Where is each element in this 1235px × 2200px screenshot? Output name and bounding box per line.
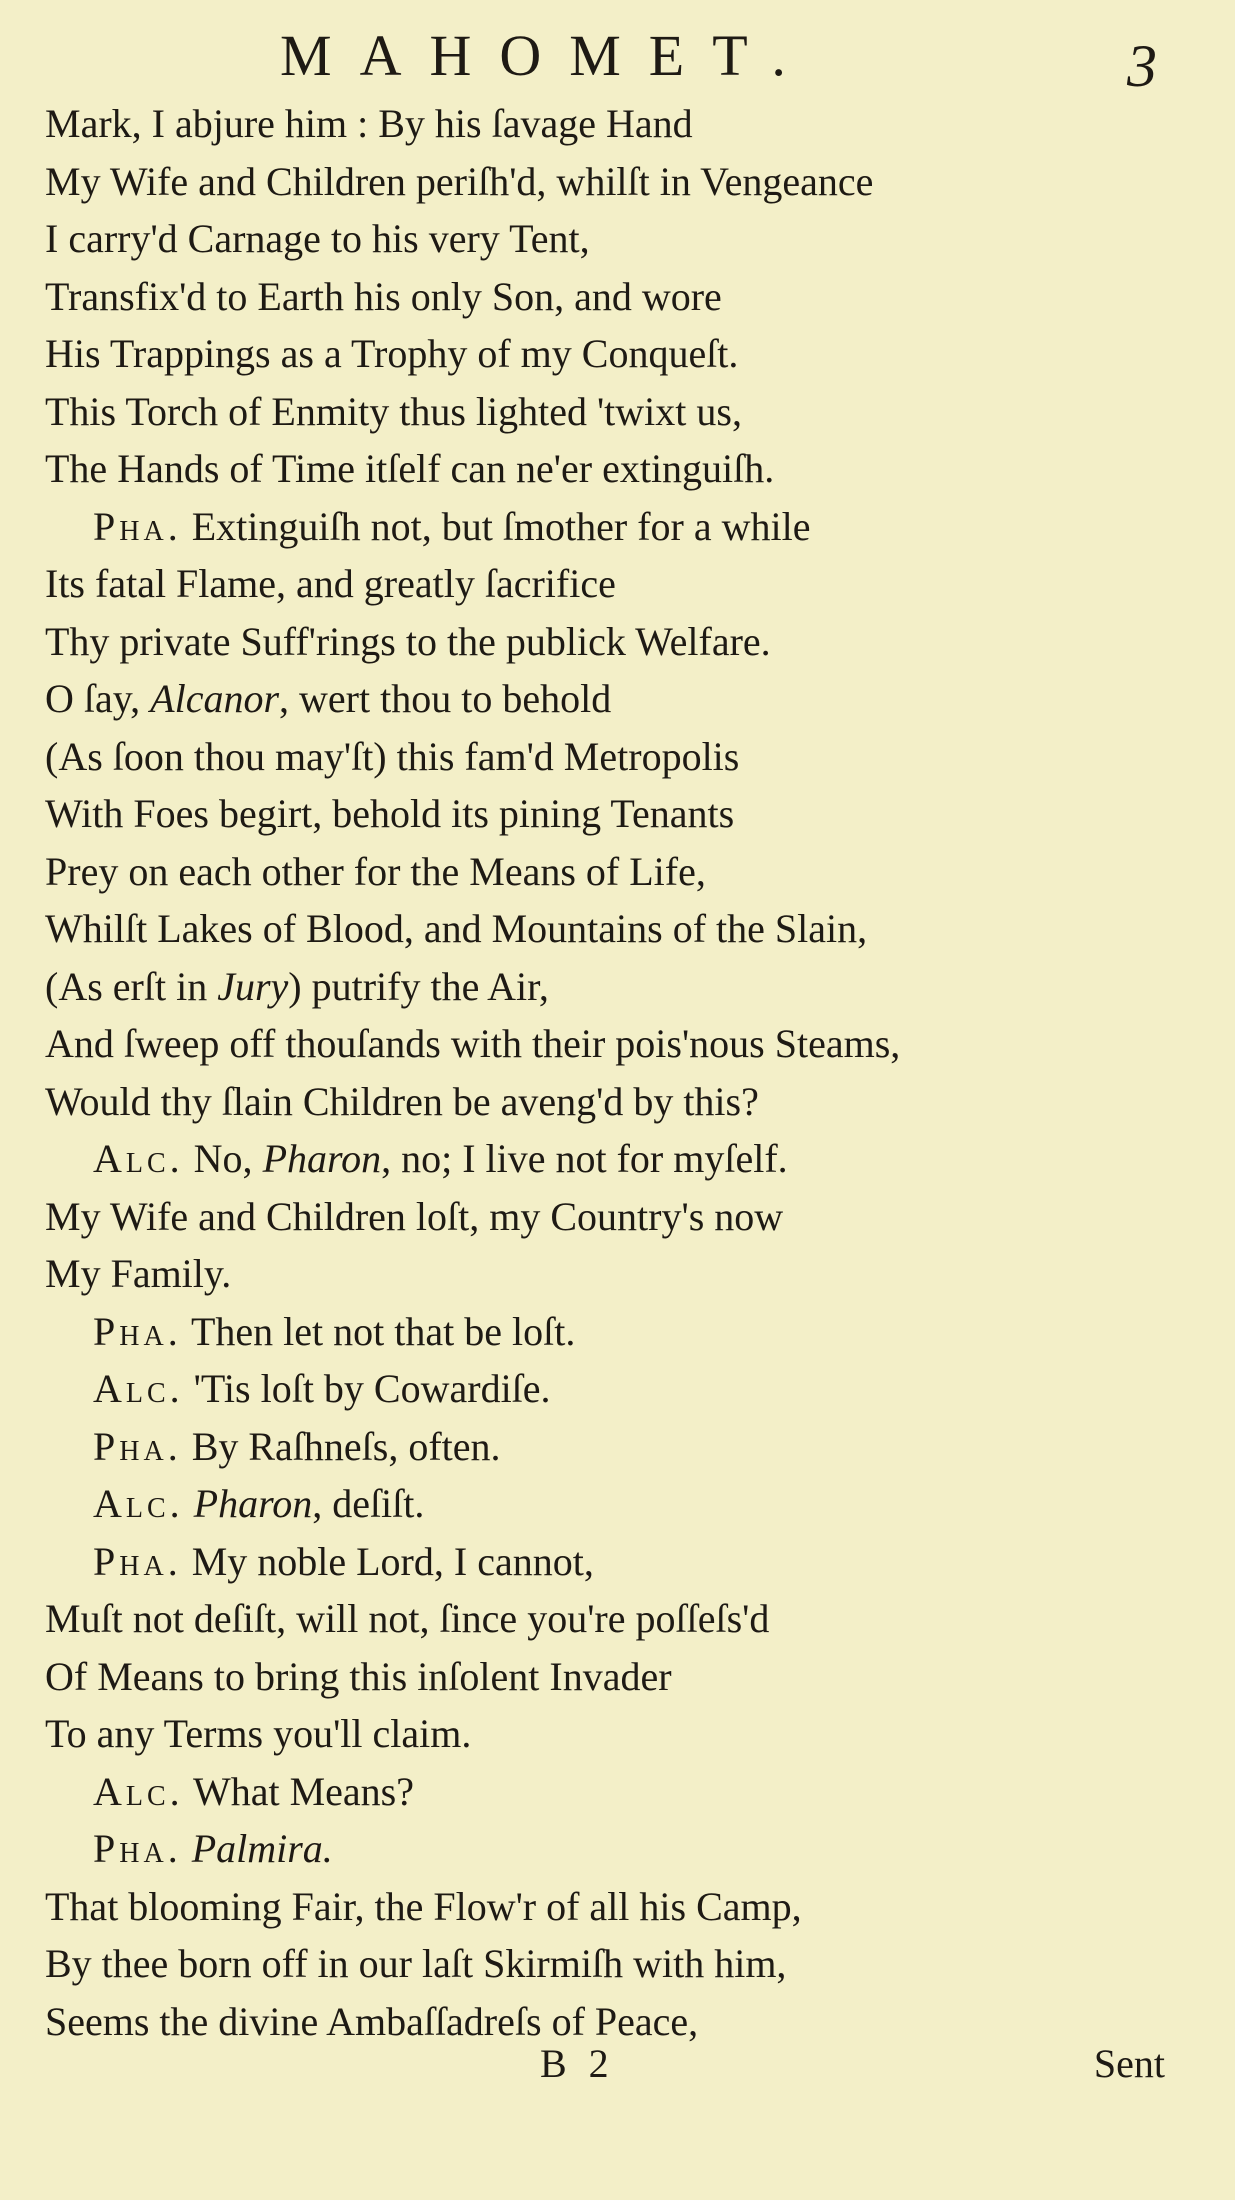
verse-line: With Foes begirt, behold its pining Tenants xyxy=(45,791,735,836)
speech-line: Pha. Then let not that be loſt. xyxy=(93,1308,576,1354)
play-text xyxy=(45,95,1175,2050)
verse-line: His Trappings as a Trophy of my Conqueſt. xyxy=(45,331,739,376)
verse-line: O ſay, Alcanor, wert thou to behold xyxy=(45,676,612,721)
verse-line: Of Means to bring this inſolent Invader xyxy=(45,1653,672,1699)
italic-name: Pharon xyxy=(193,1481,313,1526)
speech-line: Alc. No, Pharon, no; I live not for myſelf. xyxy=(93,1136,788,1181)
speaker-name: Alc. xyxy=(93,1481,184,1526)
page-footer xyxy=(0,2040,1235,2110)
speech-line: Alc. 'Tis loſt by Cowardiſe. xyxy=(93,1366,551,1411)
verse-line: That blooming Fair, the Flow'r of all his Camp, xyxy=(45,1883,802,1929)
speech-line: Pha. By Raſhneſs, often. xyxy=(93,1423,501,1469)
verse-line: And ſweep off thouſands with their pois'nous Steams, xyxy=(45,1021,901,1066)
speech-line xyxy=(45,1820,1175,1878)
verse-line: Transfix'd to Earth his only Son, and wore xyxy=(45,273,722,319)
verse-line: Would thy ſlain Children be aveng'd by this? xyxy=(45,1078,759,1124)
verse-line: Mark, I abjure him : By his ſavage Hand xyxy=(45,101,693,146)
italic-name: Alcanor xyxy=(150,676,280,721)
verse-line: This Torch of Enmity thus lighted 'twixt us, xyxy=(45,388,742,434)
verse-line: My Wife and Children periſh'd, whilſt in Vengeance xyxy=(45,158,874,204)
signature-mark: B 2 xyxy=(540,2041,615,2086)
verse-line: (As erſt in Jury) putrify the Air, xyxy=(45,963,549,1009)
verse-line: (As ſoon thou may'ſt) this fam'd Metropolis xyxy=(45,733,740,779)
speech-line: Pha. My noble Lord, I cannot, xyxy=(93,1538,594,1584)
verse-line: To any Terms you'll claim. xyxy=(45,1711,472,1756)
speaker-name: Pha. xyxy=(93,1826,182,1871)
italic-name: Palmira. xyxy=(191,1826,333,1871)
verse-line: My Wife and Children loſt, my Country's now xyxy=(45,1193,784,1239)
verse-line: My Family. xyxy=(45,1251,232,1296)
verse-line: I carry'd Carnage to his very Tent, xyxy=(45,216,590,261)
verse-line: Prey on each other for the Means of Life, xyxy=(45,848,706,894)
verse-line: Seems the divine Ambaſſadreſs of Peace, xyxy=(45,1998,699,2044)
verse-line: Muſt not deſiſt, will not, ſince you're poſſeſs'd xyxy=(45,1596,770,1641)
verse-line: The Hands of Time itſelf can ne'er extinguiſh. xyxy=(45,446,775,491)
verse-line: Whilſt Lakes of Blood, and Mountains of the Slain, xyxy=(45,906,868,951)
speaker-name: Pha. xyxy=(93,1308,182,1354)
speaker-name: Alc. xyxy=(93,1768,184,1814)
speaker-name: Pha. xyxy=(93,503,182,549)
catchword: Sent xyxy=(1093,2041,1165,2086)
speaker-name: Alc. xyxy=(93,1136,184,1181)
speech-line: Alc. Pharon, deſiſt. xyxy=(93,1481,425,1526)
verse-line: Thy private Suff'rings to the publick Welfare. xyxy=(45,618,771,664)
page-number: 3 xyxy=(1127,33,1157,99)
speaker-name: Pha. xyxy=(93,1423,182,1469)
speaker-name: Alc. xyxy=(93,1366,184,1411)
speaker-name: Pha. xyxy=(93,1538,182,1584)
verse-line: By thee born off in our laſt Skirmiſh with him, xyxy=(45,1941,787,1986)
speech-line: Pha. Extinguiſh not, but ſmother for a while xyxy=(93,503,811,549)
italic-name: Jury xyxy=(217,963,289,1009)
page-header xyxy=(0,22,1235,102)
speech-line: Alc. What Means? xyxy=(93,1768,414,1814)
italic-name: Pharon xyxy=(262,1136,382,1181)
verse-line: Its fatal Flame, and greatly ſacrifice xyxy=(45,561,616,606)
running-title: MAHOMET. xyxy=(280,23,814,88)
